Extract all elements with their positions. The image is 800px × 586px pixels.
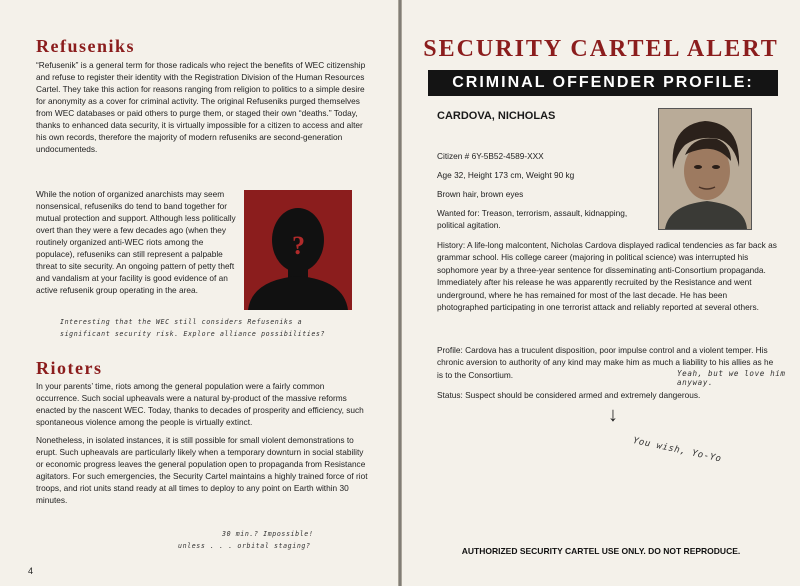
page-number: 4 — [28, 566, 34, 576]
mugshot-photo — [658, 108, 752, 230]
arrow-down-icon: ↓ — [608, 404, 618, 426]
rioters-heading: Rioters — [36, 358, 103, 378]
status-text: Status: Suspect should be considered armed and extremely dangerous. — [437, 390, 701, 400]
handwritten-note-refuseniks-1: Interesting that the WEC still considers Refuseniks a — [60, 318, 303, 326]
wanted-for: Wanted for: Treason, terrorism, assault, kidnapping, political agitation. — [437, 208, 628, 230]
profile-text: Profile: Cardova has a truculent disposition, poor impulse control and a violent temper. His chronic aversion to authority of any kind may make him as much a liability to his allies as he is to the Consortium. — [437, 345, 774, 380]
question-mark: ? — [292, 231, 305, 260]
handwritten-note-profile: Yeah, but we love him anyway. — [677, 369, 786, 387]
refuseniks-p2: While the notion of organized anarchists may seem nonsensical, refuseniks do tend to band together for mutual protection and support. Although less politically overt than they were a few decades ago (when they routinely organized anti-WEC riots among the populace), refuseniks can still represent a palpable threat to site security. An ongoing pattern of petty theft and vandalism at your facility is good evidence of an active refusenik group operating in the area. — [36, 189, 236, 295]
hair-eyes: Brown hair, brown eyes — [437, 189, 524, 199]
footer-notice: AUTHORIZED SECURITY CARTEL USE ONLY. DO NOT REPRODUCE. — [461, 546, 741, 556]
mugshot-figure — [659, 109, 751, 229]
citizen-number: Citizen # 6Y-5B52-4589-XXX — [437, 151, 544, 161]
right-page — [402, 0, 800, 586]
rioters-p2: Nonetheless, in isolated instances, it is still possible for small violent demonstrations to erupt. Such upheavals are particularly likely when a temporary downturn in social stability or economic progress leaves the general population open to propaganda from Resistance agitators. For such emergencies, the Security Cartel maintains a highly trained force of riot troops, and riot units stand ready at all times to deploy to any point on Earth within 30 minutes. — [36, 435, 368, 505]
refuseniks-p1: “Refusenik” is a general term for those radicals who reject the benefits of WEC citizenship and refuse to register their identity with the Registration Division of the Human Resources Cartel. They take this action for reasons ranging from religion to politics to a simple desire for anonymity as a cover for criminal activity. The original Refuseniks purged themselves from WEC databases or paid others to purge them, or staged their own “deaths.” Today, thanks to enhanced data security, it is virtually impossible for a citizen to access and alter his own records, therefore the majority of modern refuseniks are second-generation undocumenteds. — [36, 60, 366, 154]
refuseniks-paragraph-2 — [36, 188, 236, 302]
silhouette-image — [244, 190, 352, 310]
age-height-weight: Age 32, Height 173 cm, Weight 90 kg — [437, 170, 575, 180]
handwritten-note-status: You wish, Yo-Yo — [631, 436, 723, 465]
handwritten-note-refuseniks-2: significant security risk. Explore alliance possibilities? — [60, 330, 326, 338]
alert-title: SECURITY CARTEL ALERT — [423, 36, 779, 62]
history: History: A life-long malcontent, Nicholas Cardova displayed radical tendencies as far back as grammar school. His college career (majoring in political science) was interrupted his sophomore year by a three-year sentence for disseminating anti-Consortium propaganda. Immediately after his release he was apparently recruited by the Resistance and went underground, where he has remained for most of the last decade. He has been photographed participating in one terrorist attack and reliably reported at several others. — [437, 240, 777, 313]
refuseniks-paragraph-1 — [36, 59, 366, 161]
rioters-p1: In your parents’ time, riots among the general population were a fairly common occurrence. Such social upheavals were a natural by-product of the massive reforms enacted by the nascent WEC. Today, thanks to decades of prosperity and efficiency, such spontaneous violence among the people is virtually extinct. — [36, 381, 364, 427]
handwritten-note-rioters-1: 30 min.? Impossible! — [222, 530, 314, 538]
refuseniks-heading: Refuseniks — [36, 36, 136, 56]
handwritten-note-rioters-2: unless . . . orbital staging? — [178, 542, 311, 550]
offender-name: CARDOVA, NICHOLAS — [437, 110, 556, 122]
profile-banner: CRIMINAL OFFENDER PROFILE: — [428, 70, 778, 96]
rioters-body — [36, 380, 370, 512]
left-page — [0, 0, 398, 586]
silhouette-figure — [244, 190, 352, 310]
